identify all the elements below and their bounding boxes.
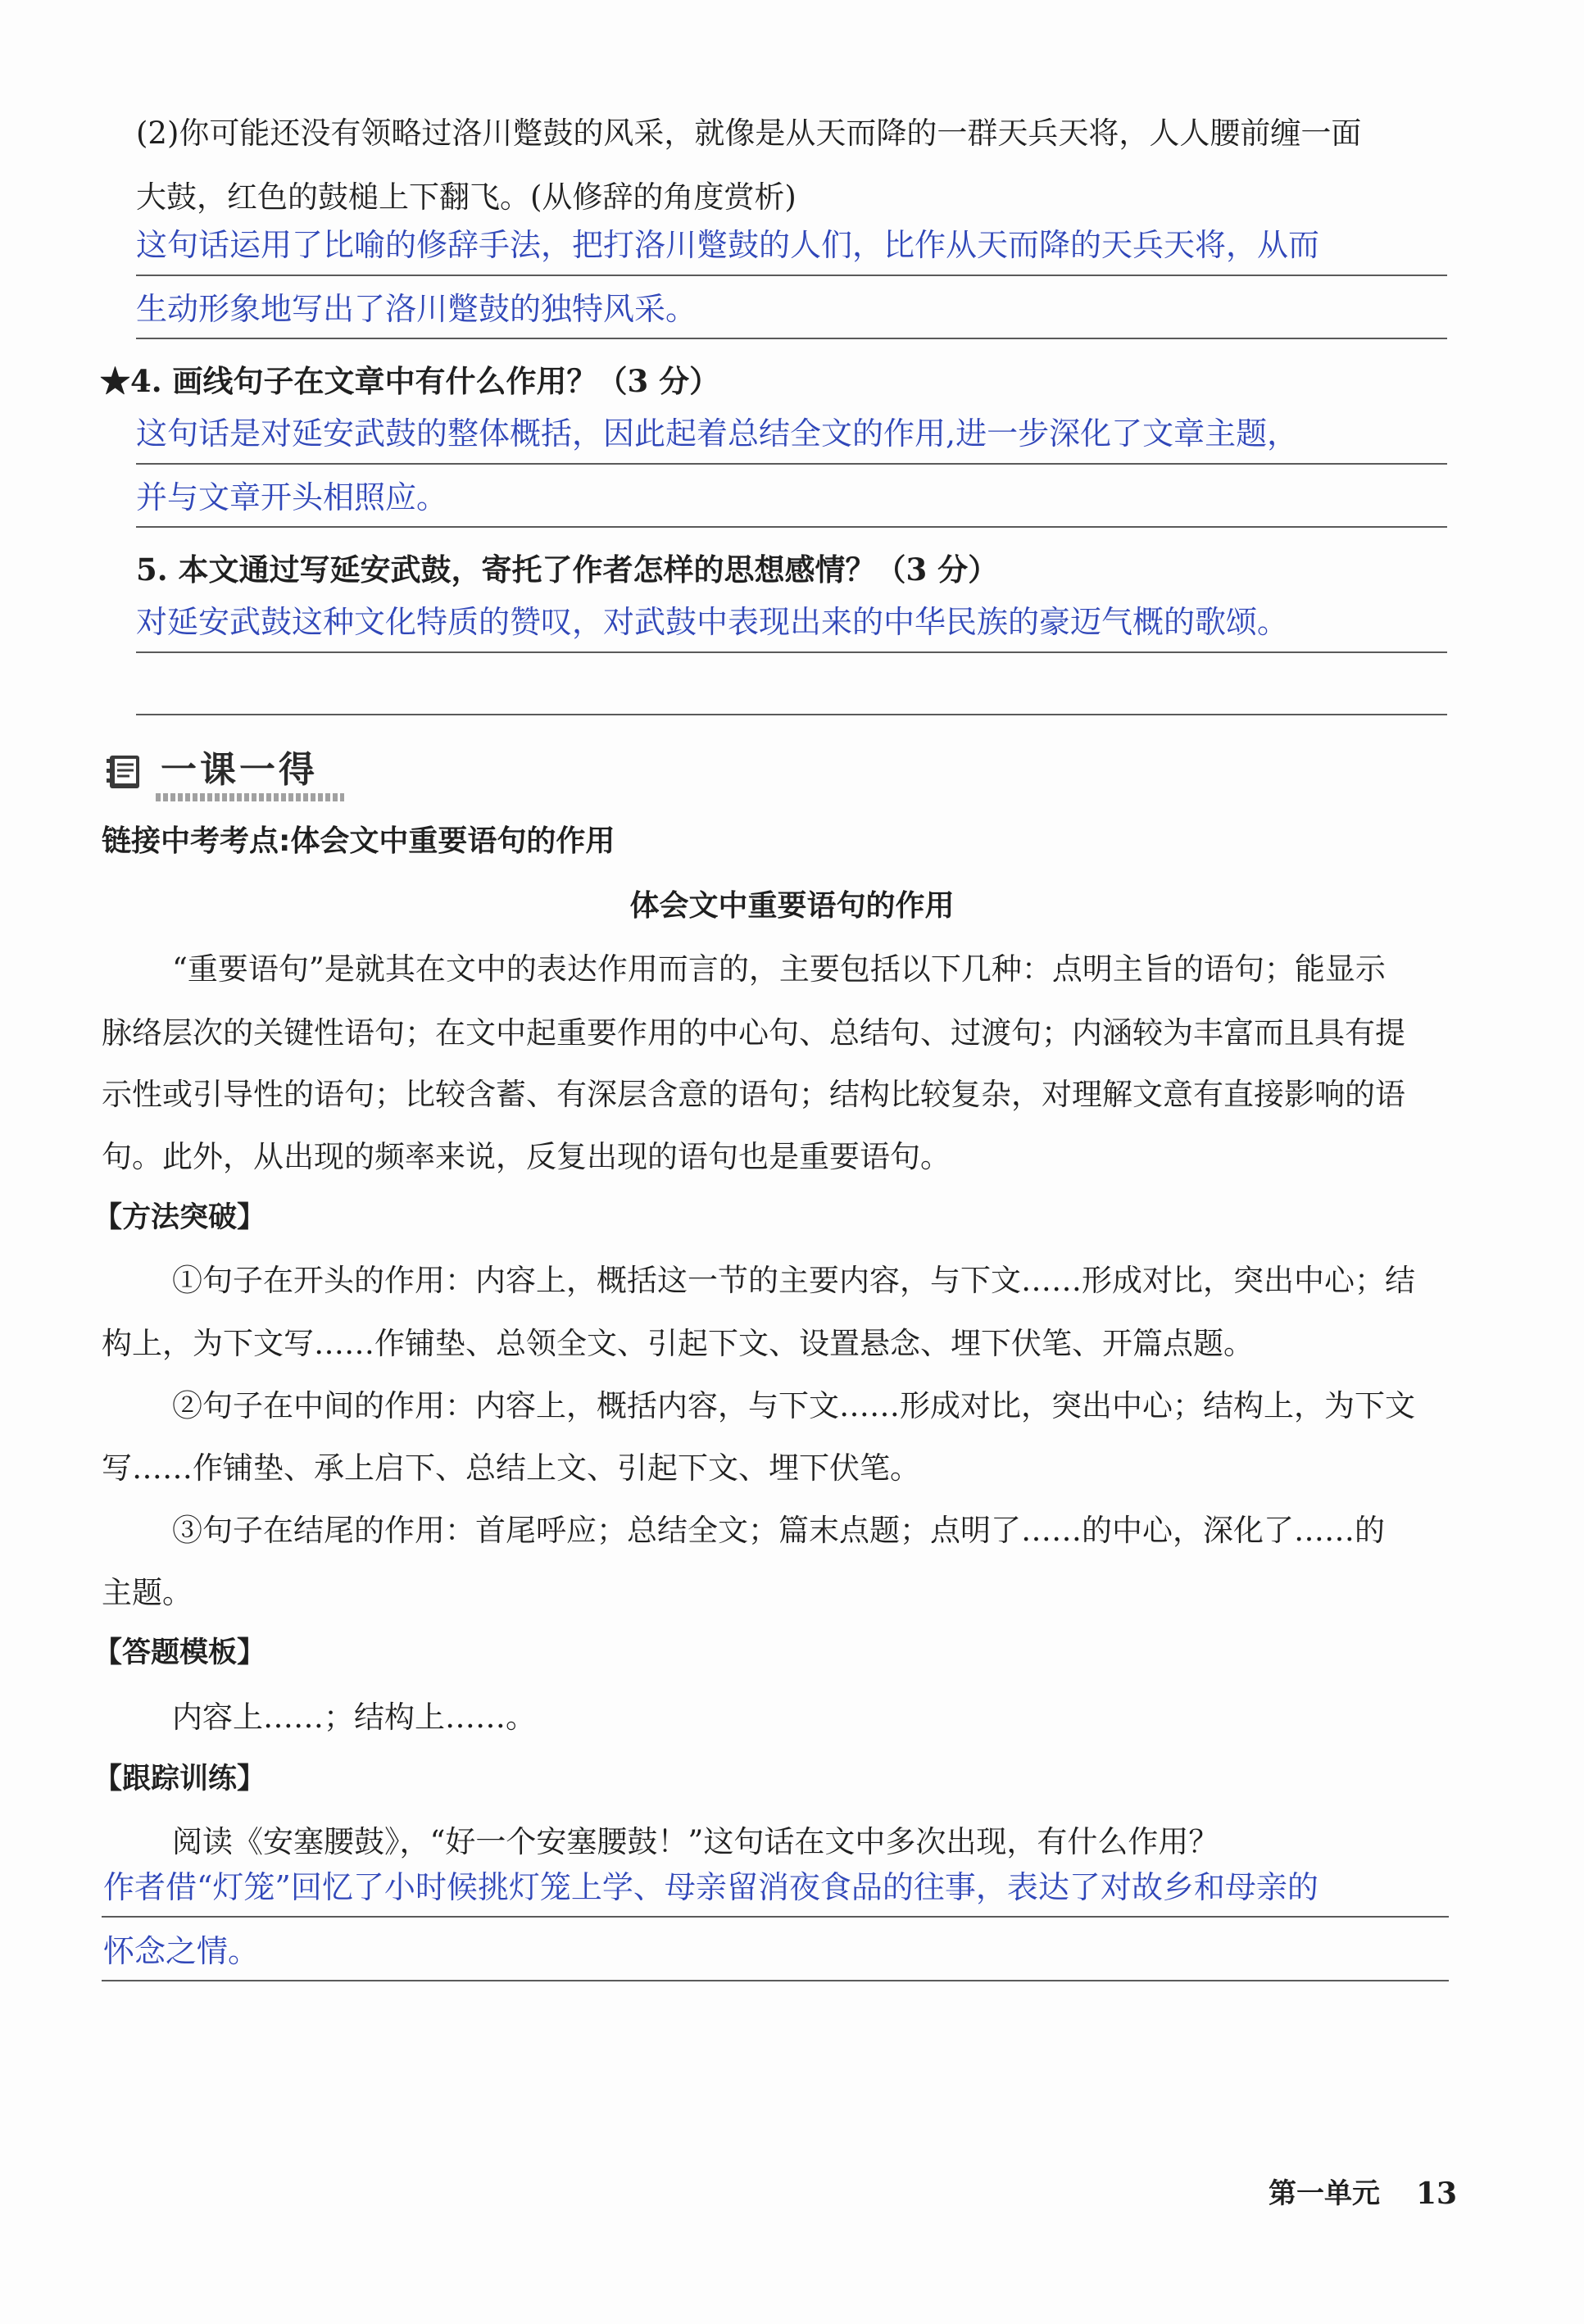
para1-line3: 示性或引导性的语句；比较含蓄、有深层含意的语句；结构比较复杂，对理解文意有直接影响的语: [102, 1077, 1405, 1112]
exam-link: 链接中考考点:体会文中重要语句的作用: [102, 824, 615, 858]
answer-line: [102, 1980, 1449, 1981]
method2-line1: ②句子在中间的作用：内容上，概括内容，与下文……形成对比，突出中心；结构上，为下文: [172, 1388, 1415, 1423]
q5-answer-line1[interactable]: 对延安武鼓这种文化特质的赞叹，对武鼓中表现出来的中华民族的豪迈气概的歌颂。: [136, 604, 1289, 640]
q4-answer-line2[interactable]: 并与文章开头相照应。: [136, 479, 448, 515]
method3-line2: 主题。: [102, 1575, 193, 1610]
para1-line2: 脉络层次的关键性语句；在文中起重要作用的中心句、总结句、过渡句；内涵较为丰富而且具有提: [102, 1015, 1405, 1051]
method-heading: 【方法突破】: [93, 1201, 266, 1234]
answer-line: [136, 463, 1447, 465]
training-answer-line1[interactable]: 作者借“灯笼”回忆了小时候挑灯笼上学、母亲留消夜食品的往事，表达了对故乡和母亲的: [103, 1869, 1318, 1905]
section-subtitle: 体会文中重要语句的作用: [629, 889, 955, 923]
q5-question: 5. 本文通过写延安武鼓，寄托了作者怎样的思想感情？（3 分）: [136, 551, 999, 588]
answer-line: [136, 526, 1447, 528]
template-text: 内容上……；结构上……。: [172, 1700, 536, 1735]
method1-line1: ①句子在开头的作用：内容上，概括这一节的主要内容，与下文……形成对比，突出中心；结: [172, 1263, 1415, 1298]
q2-line1: (2)你可能还没有领略过洛川蹩鼓的风采，就像是从天而降的一群天兵天将，人人腰前缠一面: [136, 116, 1362, 151]
q2-answer-line2[interactable]: 生动形象地写出了洛川蹩鼓的独特风采。: [136, 291, 697, 327]
notebook-icon: [105, 751, 148, 793]
footer-unit: 第一单元: [1269, 2177, 1380, 2210]
para1-line4: 句。此外，从出现的频率来说，反复出现的语句也是重要语句。: [102, 1139, 951, 1174]
answer-line: [136, 275, 1447, 276]
q4-answer-line1[interactable]: 这句话是对延安武鼓的整体概括，因此起着总结全文的作用,进一步深化了文章主题，: [136, 415, 1299, 452]
answer-line: [136, 338, 1447, 339]
q4-question: ★4. 画线句子在文章中有什么作用？（3 分）: [100, 363, 720, 399]
page-number: 13: [1416, 2176, 1458, 2211]
training-heading: 【跟踪训练】: [93, 1763, 266, 1795]
q2-answer-line1[interactable]: 这句话运用了比喻的修辞手法，把打洛川蹩鼓的人们，比作从天而降的天兵天将，从而: [136, 227, 1320, 263]
para1-line1: “重要语句”是就其在文中的表达作用而言的，主要包括以下几种：点明主旨的语句；能显示: [172, 951, 1386, 987]
answer-line: [136, 714, 1447, 715]
q2-line2: 大鼓，红色的鼓槌上下翻飞。(从修辞的角度赏析): [136, 179, 797, 215]
template-heading: 【答题模板】: [93, 1636, 266, 1669]
section-title-underline: [156, 793, 344, 801]
answer-line: [136, 651, 1447, 653]
training-question: 阅读《安塞腰鼓》，“好一个安塞腰鼓！”这句话在文中多次出现，有什么作用？: [172, 1824, 1219, 1859]
section-title: 一课一得: [161, 749, 318, 791]
method3-line1: ③句子在结尾的作用：首尾呼应；总结全文；篇末点题；点明了……的中心，深化了……的: [172, 1513, 1385, 1548]
method2-line2: 写……作铺垫、承上启下、总结上文、引起下文、埋下伏笔。: [102, 1450, 920, 1486]
answer-line: [102, 1916, 1449, 1918]
method1-line2: 构上，为下文写……作铺垫、总领全文、引起下文、设置悬念、埋下伏笔、开篇点题。: [102, 1326, 1254, 1361]
training-answer-line2[interactable]: 怀念之情。: [103, 1933, 260, 1969]
